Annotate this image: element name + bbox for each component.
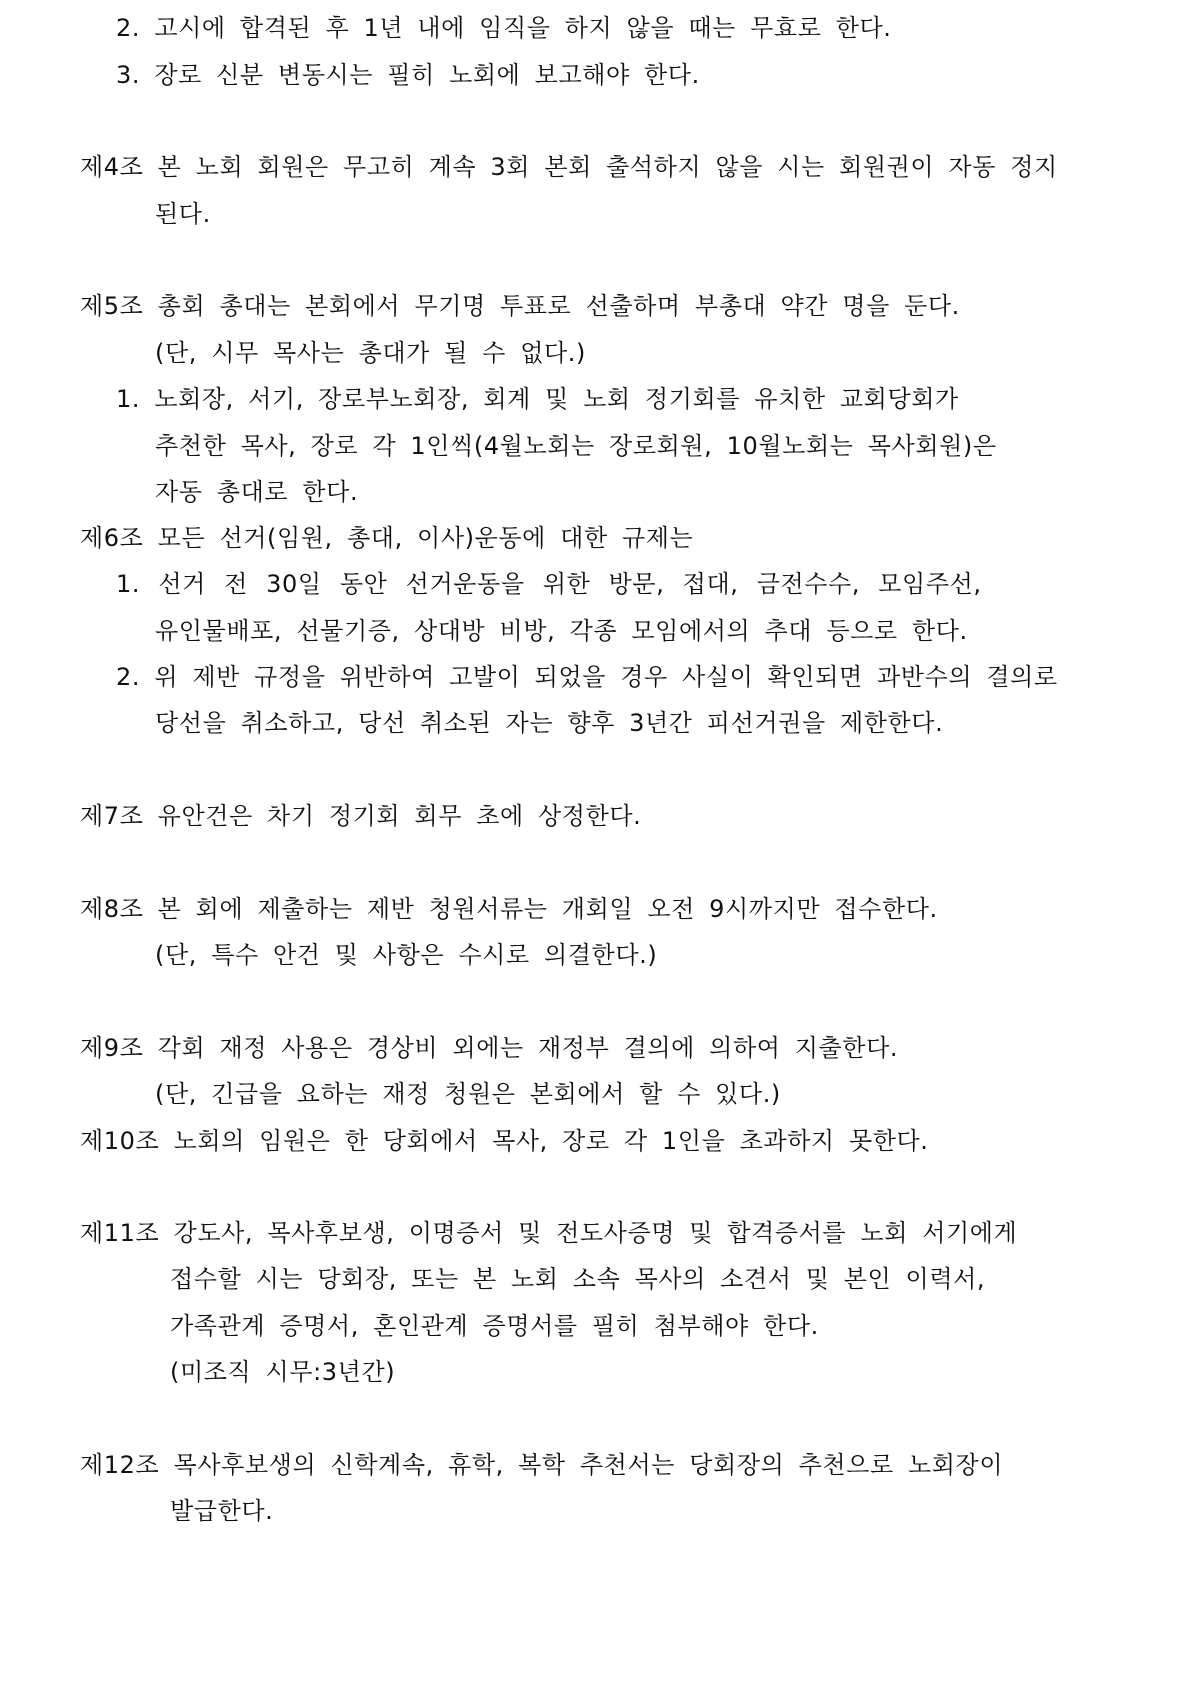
article-heading: 제4조 본 노회 회원은 무고히 계속 3회 본회 출석하지 않을 시는 회원권이 자동 정지	[80, 153, 1058, 181]
article-heading: 제11조 강도사, 목사후보생, 이명증서 및 전도사증명 및 합격증서를 노회 서기에게	[80, 1219, 1018, 1247]
article-heading: 제12조 목사후보생의 신학계속, 휴학, 복학 추천서는 당회장의 추천으로 노회장이	[80, 1451, 1004, 1479]
text-line: 접수할 시는 당회장, 또는 본 노회 소속 목사의 소견서 및 본인 이력서,	[170, 1265, 986, 1293]
text-line: 당선을 취소하고, 당선 취소된 자는 향후 3년간 피선거권을 제한한다.	[155, 709, 944, 737]
article-heading: 제6조 모든 선거(임원, 총대, 이사)운동에 대한 규제는	[80, 524, 694, 552]
text-line: 가족관계 증명서, 혼인관계 증명서를 필히 첨부해야 한다.	[170, 1312, 819, 1340]
text-line: 1. 노회장, 서기, 장로부노회장, 회계 및 노회 정기회를 유치한 교회당회가	[116, 385, 959, 413]
text-line: 1. 선거 전 30일 동안 선거운동을 위한 방문, 접대, 금전수수, 모임주선,	[116, 570, 982, 598]
text-line: (미조직 시무:3년간)	[170, 1358, 396, 1386]
text-line: 3. 장로 신분 변동시는 필히 노회에 보고해야 한다.	[116, 61, 700, 89]
text-line: 2. 위 제반 규정을 위반하여 고발이 되었을 경우 사실이 확인되면 과반수의 결의로	[116, 663, 1058, 691]
article-heading: 제7조 유안건은 차기 정기회 회무 초에 상정한다.	[80, 802, 642, 830]
text-line: 자동 총대로 한다.	[155, 478, 359, 506]
text-line: 발급한다.	[170, 1497, 274, 1525]
text-line: (단, 특수 안건 및 사항은 수시로 의결한다.)	[155, 941, 658, 969]
text-line: 된다.	[155, 200, 211, 228]
text-line: 2. 고시에 합격된 후 1년 내에 임직을 하지 않을 때는 무효로 한다.	[116, 14, 892, 42]
text-line: 추천한 목사, 장로 각 1인씩(4월노회는 장로회원, 10월노회는 목사회원)은	[155, 432, 997, 460]
article-heading: 제10조 노회의 임원은 한 당회에서 목사, 장로 각 1인을 초과하지 못한다.	[80, 1127, 929, 1155]
text-line: (단, 긴급을 요하는 재정 청원은 본회에서 할 수 있다.)	[155, 1080, 781, 1108]
text-line: (단, 시무 목사는 총대가 될 수 없다.)	[155, 339, 586, 367]
article-heading: 제9조 각회 재정 사용은 경상비 외에는 재정부 결의에 의하여 지출한다.	[80, 1034, 899, 1062]
article-heading: 제5조 총회 총대는 본회에서 무기명 투표로 선출하며 부총대 약간 명을 둔다.	[80, 292, 960, 320]
article-heading: 제8조 본 회에 제출하는 제반 청원서류는 개회일 오전 9시까지만 접수한다.	[80, 895, 938, 923]
text-line: 유인물배포, 선물기증, 상대방 비방, 각종 모임에서의 추대 등으로 한다.	[155, 617, 968, 645]
